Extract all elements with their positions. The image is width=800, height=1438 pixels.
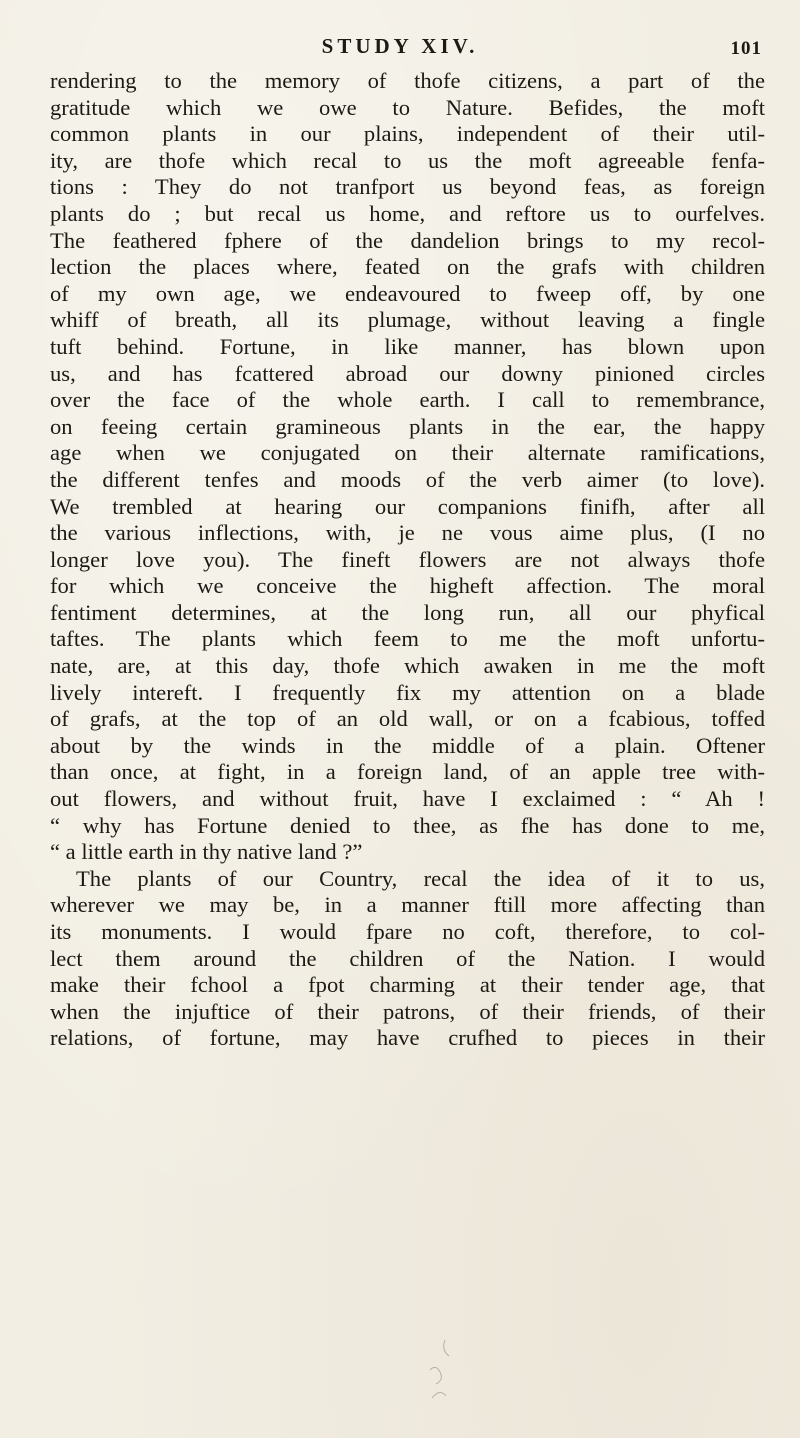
text-line: the different tenfes and moods of the verb aimer (to love). xyxy=(50,466,765,492)
text-line: out flowers, and without fruit, have I exclaimed : “ Ah ! xyxy=(50,786,765,812)
text-line: “ why has Fortune denied to thee, as fhe has done to me, xyxy=(50,812,765,838)
text-line: We trembled at hearing our companions finifh, after all xyxy=(50,493,765,519)
text-line: of my own age, we endeavoured to fweep off, by one xyxy=(50,280,765,306)
text-line: the various inflections, with, je ne vous aime plus, (I no xyxy=(50,520,765,546)
text-line: gratitude which we owe to Nature. Befides, the moft xyxy=(50,94,765,120)
stray-mark xyxy=(432,1392,446,1398)
text-line: of grafs, at the top of an old wall, or on a fcabious, toffed xyxy=(50,706,765,732)
text-line: longer love you). The fineft flowers are not always thofe xyxy=(50,546,765,572)
text-line: tions : They do not tranfport us beyond feas, as foreign xyxy=(50,174,765,200)
text-line: when the injuftice of their patrons, of their friends, of their xyxy=(50,998,765,1024)
text-line: about by the winds in the middle of a plain. Oftener xyxy=(50,732,765,758)
text-line: make their fchool a fpot charming at their tender age, that xyxy=(50,972,765,998)
text-line: taftes. The plants which feem to me the moft unfortu- xyxy=(50,626,765,652)
text-line: on feeing certain gramineous plants in the ear, the happy xyxy=(50,413,765,439)
text-line: wherever we may be, in a manner ftill more affecting than xyxy=(50,892,765,918)
text-line: lection the places where, feated on the grafs with children xyxy=(50,254,765,280)
page-number: 101 xyxy=(730,38,762,59)
text-line: rendering to the memory of thofe citizens, a part of the xyxy=(50,68,765,93)
text-line: The plants of our Country, recal the idea of it to us, xyxy=(76,865,765,891)
text-line: tuft behind. Fortune, in like manner, has blown upon xyxy=(50,333,765,359)
stray-mark xyxy=(444,1340,449,1356)
text-line: than once, at fight, in a foreign land, of an apple tree with- xyxy=(50,759,765,785)
text-line: age when we conjugated on their alternate ramifications, xyxy=(50,440,765,466)
text-line: The feathered fphere of the dandelion brings to my recol- xyxy=(50,227,765,253)
running-head xyxy=(0,34,800,64)
text-line: nate, are, at this day, thofe which awaken in me the moft xyxy=(50,653,765,679)
text-line: fentiment determines, at the long run, all our phyfical xyxy=(50,599,765,625)
text-line: “ a little earth in thy native land ?” xyxy=(50,839,363,865)
text-line: plants do ; but recal us home, and reftore us to ourfelves. xyxy=(50,200,765,226)
text-line: its monuments. I would fpare no coft, therefore, to col- xyxy=(50,919,765,944)
body-text xyxy=(50,68,765,1052)
text-line: common plants in our plains, independent of their util- xyxy=(50,121,765,147)
text-line: lively intereft. I frequently fix my attention on a blade xyxy=(50,679,765,705)
text-line: ity, are thofe which recal to us the moft agreeable fenfa- xyxy=(50,147,765,173)
text-line: over the face of the whole earth. I call to remembrance, xyxy=(50,387,765,413)
text-line: lect them around the children of the Nation. I would xyxy=(50,945,765,971)
text-line: relations, of fortune, may have crufhed to pieces in their xyxy=(50,1025,765,1051)
text-line: for which we conceive the higheft affection. The moral xyxy=(50,573,765,599)
running-title: STUDY XIV. xyxy=(321,34,479,58)
stray-mark xyxy=(430,1367,441,1384)
text-line: us, and has fcattered abroad our downy pinioned circles xyxy=(50,360,765,386)
text-line: whiff of breath, all its plumage, without leaving a fingle xyxy=(50,307,765,333)
